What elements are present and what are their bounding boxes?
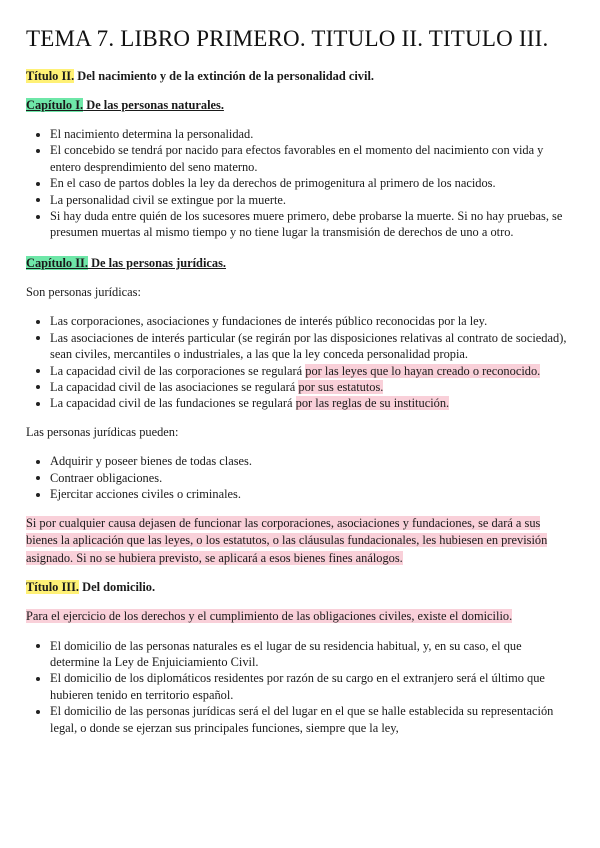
puede-list — [26, 453, 570, 502]
capitulo-2-text: De las personas jurídicas. — [87, 255, 227, 270]
titulo-3-text: Del domicilio. — [79, 580, 156, 594]
titulo-2-label: Título II. — [26, 69, 75, 83]
item-text: La capacidad civil de las corporaciones se regulará — [50, 363, 306, 378]
item-highlight: por sus estatutos. — [298, 379, 384, 394]
list-item: El domicilio de los diplomáticos residentes por razón de su cargo en el extranjero será el último que hubieren tenido en territorio español. — [50, 670, 570, 703]
list-item: El domicilio de las personas jurídicas será el del lugar en el que se halle establecida su representación legal, o donde se ejerzan sus principales funciones, siempre que la ley, — [50, 703, 570, 736]
final-paragraph — [26, 515, 570, 568]
item-text: La capacidad civil de las asociaciones se regulará — [50, 379, 299, 394]
capitulo-2-label: Capítulo II. — [26, 255, 88, 270]
list-item: Las asociaciones de interés particular (se regirán por las disposiciones relativas al contrato de sociedad), sean civiles, mercantiles o industriales, a las que la ley conceda personalidad propia. — [50, 330, 570, 363]
list-item: Las corporaciones, asociaciones y fundaciones de interés público reconocidas por la ley. — [50, 313, 570, 329]
list-item: El domicilio de las personas naturales es el lugar de su residencia habitual, y, en su caso, el que determine la Ley de Enjuiciamiento Civil. — [50, 638, 570, 671]
capitulo-1-text: De las personas naturales. — [83, 98, 224, 112]
list-item — [50, 363, 570, 379]
list-item: El nacimiento determina la personalidad. — [50, 126, 570, 142]
capitulo-1-heading — [26, 97, 570, 114]
list-item: Si hay duda entre quién de los sucesores muere primero, debe probarse la muerte. Si no hay pruebas, se presumen muertas al mismo tiempo y no tiene lugar la transmisión de derechos de uno a otro. — [50, 208, 570, 241]
titulo-2-text: Del nacimiento y de la extinción de la personalidad civil. — [74, 69, 374, 83]
page-title: TEMA 7. LIBRO PRIMERO. TITULO II. TITULO III. — [26, 26, 549, 51]
list-item: Adquirir y poseer bienes de todas clases. — [50, 453, 570, 469]
list-item: En el caso de partos dobles la ley da derechos de primogenitura al primero de los nacidos. — [50, 175, 570, 191]
final-highlight: Si por cualquier causa dejasen de funcionar las corporaciones, asociaciones y fundaciones, se dará a sus bienes la aplicación que las leyes, o los estatutos, o las cláusulas fundacionales, les hubiesen en previsión asignado. Si no se hubiera previsto, se aplicará a esos bienes fines análogos. — [26, 515, 548, 565]
capitulo-1-label: Capítulo I. — [26, 98, 84, 112]
item-highlight: por las reglas de su institución. — [295, 396, 450, 411]
item-highlight: por las leyes que lo hayan creado o reconocido. — [305, 363, 541, 378]
titulo-3-heading — [26, 579, 570, 596]
capitulo-2-heading — [26, 255, 570, 272]
capitulo-2-intro: Son personas jurídicas: — [26, 284, 141, 299]
titulo-3-label: Título III. — [26, 580, 80, 594]
list-item: La personalidad civil se extingue por la muerte. — [50, 192, 570, 208]
list-item: El concebido se tendrá por nacido para efectos favorables en el momento del nacimiento con vida y entero desprendimiento del seno materno. — [50, 142, 570, 175]
list-item: Ejercitar acciones civiles o criminales. — [50, 486, 570, 502]
list-item — [50, 379, 570, 395]
titulo-3-intro-highlight: Para el ejercicio de los derechos y el cumplimiento de las obligaciones civiles, existe el domicilio. — [26, 609, 513, 623]
list-item — [50, 395, 570, 411]
capitulo-1-list — [26, 126, 570, 241]
capitulo-2-list — [26, 313, 570, 411]
item-text: La capacidad civil de las fundaciones se regulará — [50, 396, 296, 411]
titulo-2-heading — [26, 68, 570, 85]
list-item: Contraer obligaciones. — [50, 470, 570, 486]
puede-intro: Las personas jurídicas pueden: — [26, 424, 179, 439]
titulo-3-list — [26, 638, 570, 736]
titulo-3-intro — [26, 608, 570, 626]
